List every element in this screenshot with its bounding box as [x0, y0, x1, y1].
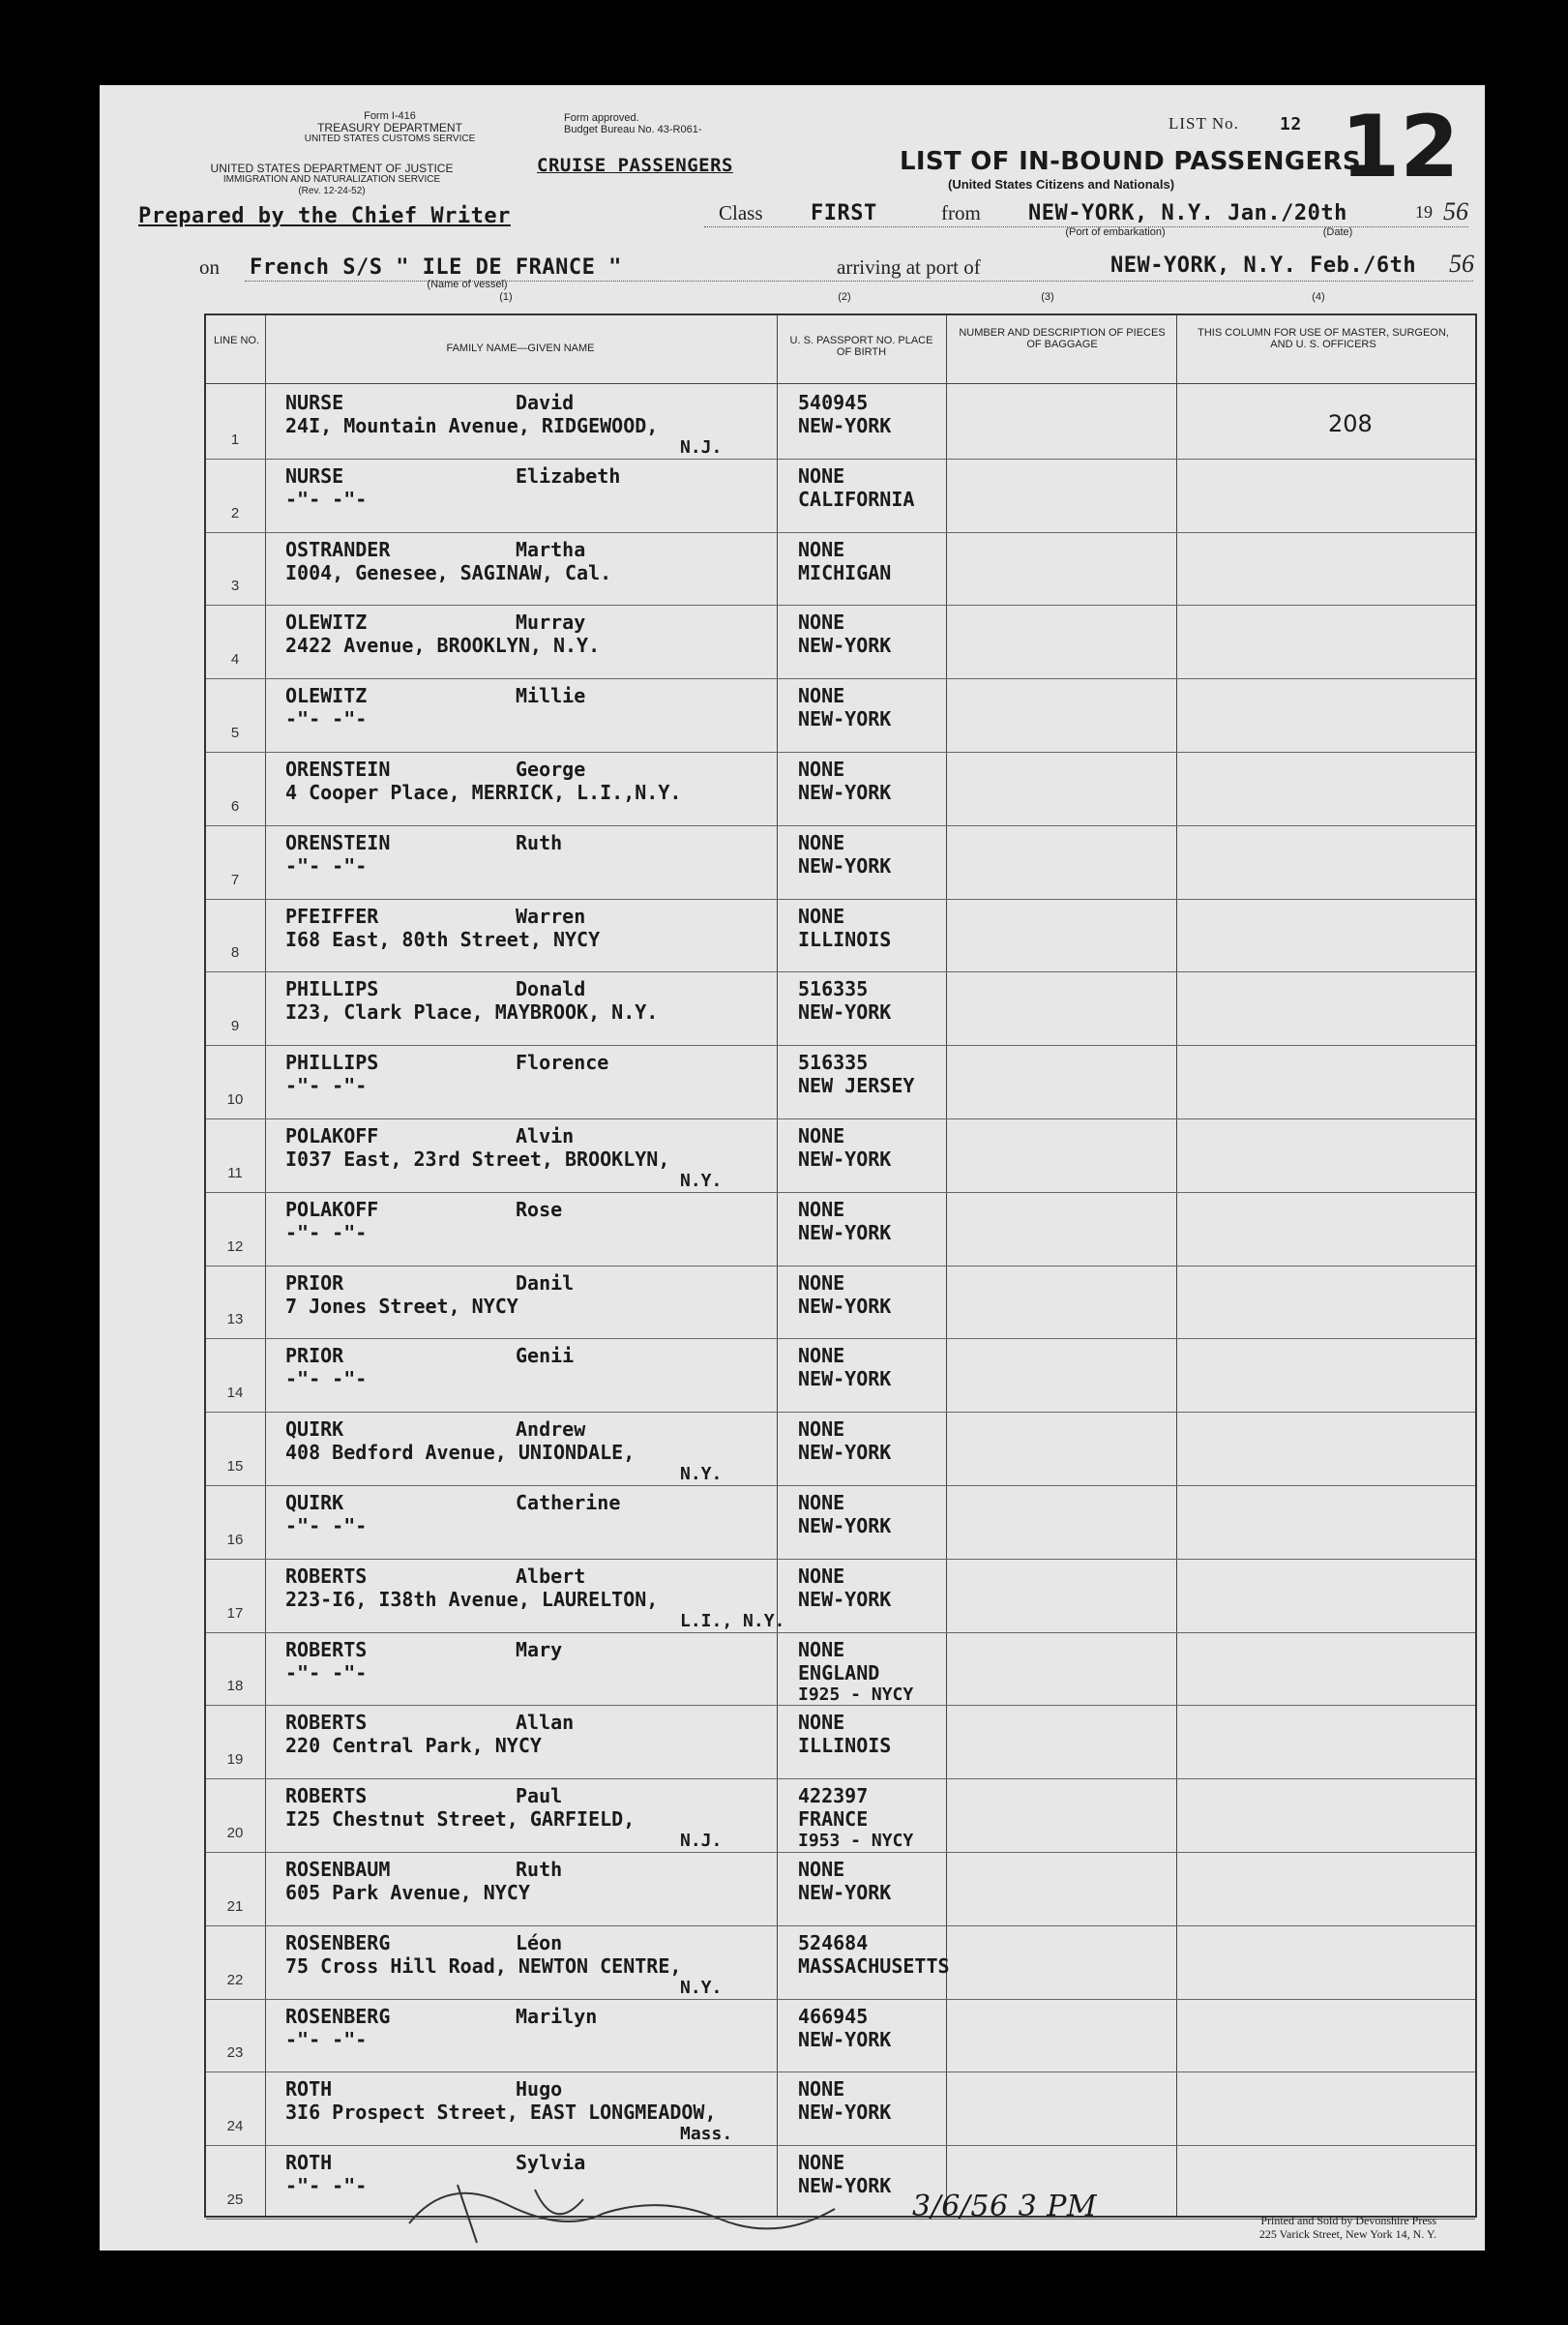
given-name: Warren — [516, 904, 586, 928]
address: I23, Clark Place, MAYBROOK, N.Y. — [285, 1000, 659, 1025]
family-name: ROBERTS — [285, 1784, 368, 1808]
address: -"- -"- — [285, 2027, 368, 2051]
address: I037 East, 23rd Street, BROOKLYN, — [285, 1148, 670, 1171]
line-number: 5 — [230, 724, 240, 741]
place-of-birth: NEW-YORK — [798, 634, 892, 658]
address: -"- -"- — [285, 487, 368, 511]
family-name: NURSE — [285, 391, 344, 414]
family-name: PHILLIPS — [285, 1051, 379, 1075]
given-name: Marilyn — [516, 2004, 598, 2028]
table-row — [206, 1266, 1475, 1340]
table-row — [206, 1192, 1475, 1267]
family-name: ROBERTS — [285, 1711, 368, 1735]
place-of-birth: NEW-YORK — [798, 414, 892, 437]
table-row — [206, 752, 1475, 826]
given-name: Allan — [516, 1711, 575, 1735]
line-number: 6 — [230, 797, 240, 815]
address: 2422 Avenue, BROOKLYN, N.Y. — [285, 634, 601, 658]
given-name: Elizabeth — [516, 463, 621, 488]
address: 220 Central Park, NYCY — [285, 1734, 542, 1758]
place-of-birth: NEW-YORK — [798, 1881, 892, 1904]
family-name: ROTH — [285, 2077, 333, 2101]
line-number: 17 — [226, 1604, 244, 1622]
line-number: 24 — [226, 2118, 244, 2135]
table-row — [206, 678, 1475, 753]
list-no-label: LIST No. — [1169, 114, 1239, 133]
address: 605 Park Avenue, NYCY — [285, 1881, 530, 1904]
place-of-birth: NEW-YORK — [798, 2027, 892, 2051]
given-name: Léon — [516, 1930, 563, 1954]
table-row — [206, 971, 1475, 1046]
table-row — [206, 1412, 1475, 1486]
passport-no: NONE — [798, 1124, 845, 1148]
officer-note: 208 — [1328, 410, 1373, 437]
place-of-birth: NEW JERSEY — [798, 1074, 915, 1098]
class-value: FIRST — [811, 201, 877, 225]
birth-detail: I925 - NYCY — [798, 1684, 914, 1705]
table-row — [206, 605, 1475, 679]
table-row — [206, 1852, 1475, 1926]
given-name: Catherine — [516, 1491, 621, 1514]
family-name: OLEWITZ — [285, 611, 368, 635]
passport-no: 422397 — [798, 1784, 869, 1808]
address-line-2: N.Y. — [680, 1977, 723, 1998]
table-row — [206, 1338, 1475, 1413]
revision: (Rev. 12-24-52) — [298, 186, 366, 196]
address: I68 East, 80th Street, NYCY — [285, 927, 601, 951]
form-approved: Form approved. — [564, 112, 639, 124]
address: -"- -"- — [285, 1074, 368, 1098]
given-name: Millie — [516, 684, 586, 708]
place-of-birth: NEW-YORK — [798, 1294, 892, 1318]
header-line-no: LINE NO. — [213, 335, 260, 346]
date-caption: (Date) — [1322, 226, 1353, 238]
family-name: ROBERTS — [285, 1564, 368, 1588]
page-title: LIST OF IN-BOUND PASSENGERS — [900, 147, 1361, 176]
prepared-by: Prepared by the Chief Writer — [138, 204, 511, 228]
place-of-birth: NEW-YORK — [798, 1441, 892, 1465]
place-of-birth: NEW-YORK — [798, 1000, 892, 1025]
line-number: 9 — [230, 1018, 240, 1035]
family-name: ROTH — [285, 2151, 333, 2175]
table-row — [206, 1705, 1475, 1779]
table-row — [206, 825, 1475, 900]
line-number: 22 — [226, 1971, 244, 1988]
from-label: from — [941, 201, 981, 224]
given-name: Mary — [516, 1637, 563, 1661]
place-of-birth: NEW-YORK — [798, 1148, 892, 1171]
given-name: George — [516, 758, 586, 781]
address: 223-I6, I38th Avenue, LAURELTON, — [285, 1587, 659, 1611]
place-of-birth: ILLINOIS — [798, 1734, 892, 1758]
given-name: Martha — [516, 537, 586, 561]
line-number: 15 — [226, 1457, 244, 1475]
given-name: Albert — [516, 1564, 586, 1588]
table-row — [206, 1559, 1475, 1633]
passport-no: NONE — [798, 1344, 845, 1368]
address: -"- -"- — [285, 707, 368, 731]
family-name: POLAKOFF — [285, 1124, 379, 1148]
table-row — [206, 1045, 1475, 1119]
page-subtitle: (United States Citizens and Nationals) — [948, 177, 1175, 192]
header-baggage: NUMBER AND DESCRIPTION OF PIECES OF BAGGAGE — [959, 327, 1166, 350]
given-name: Murray — [516, 611, 586, 635]
place-of-birth: ILLINOIS — [798, 927, 892, 951]
passport-no: NONE — [798, 830, 845, 854]
ins-service: IMMIGRATION AND NATURALIZATION SERVICE — [222, 174, 441, 185]
line-number: 25 — [226, 2191, 244, 2208]
table-row — [206, 1925, 1475, 2000]
address-line-2: N.Y. — [680, 1464, 723, 1485]
arriving-year: 56 — [1449, 250, 1474, 278]
place-of-birth: NEW-YORK — [798, 2101, 892, 2125]
arriving-label: arriving at port of — [837, 255, 981, 279]
line-number: 13 — [226, 1311, 244, 1328]
passport-no: 516335 — [798, 977, 869, 1001]
address: -"- -"- — [285, 1514, 368, 1537]
col-num-3: (3) — [1041, 291, 1054, 303]
address: 7 Jones Street, NYCY — [285, 1294, 518, 1318]
table-row — [206, 1999, 1475, 2073]
place-of-birth: NEW-YORK — [798, 781, 892, 804]
passport-no: NONE — [798, 2151, 845, 2175]
given-name: Ruth — [516, 830, 563, 854]
passport-no: 516335 — [798, 1051, 869, 1075]
list-no-typed: 12 — [1280, 114, 1302, 134]
passport-no: NONE — [798, 1858, 845, 1881]
given-name: Genii — [516, 1344, 575, 1368]
table-row — [206, 385, 1475, 460]
line-number: 8 — [230, 944, 240, 962]
address: -"- -"- — [285, 1660, 368, 1684]
place-of-birth: FRANCE — [798, 1807, 869, 1832]
given-name: Danil — [516, 1270, 575, 1295]
address: -"- -"- — [285, 1367, 368, 1391]
line-number: 20 — [226, 1824, 244, 1841]
port-caption: (Port of embarkation) — [1065, 226, 1166, 238]
justice-dept: UNITED STATES DEPARTMENT OF JUSTICE — [210, 162, 454, 175]
year-suffix: 56 — [1443, 197, 1468, 225]
place-of-birth: NEW-YORK — [798, 2174, 892, 2198]
family-name: POLAKOFF — [285, 1197, 379, 1221]
family-name: OLEWITZ — [285, 684, 368, 708]
treasury-dept: TREASURY DEPARTMENT — [317, 121, 462, 134]
table-row — [206, 2072, 1475, 2146]
family-name: NURSE — [285, 463, 344, 488]
passport-no: NONE — [798, 684, 845, 708]
family-name: PHILLIPS — [285, 977, 379, 1001]
customs-service: UNITED STATES CUSTOMS SERVICE — [304, 134, 476, 144]
family-name: ROSENBERG — [285, 1930, 391, 1954]
table-row — [206, 1485, 1475, 1560]
passport-no: 466945 — [798, 2004, 869, 2028]
line-number: 21 — [226, 1897, 244, 1915]
class-label: Class — [719, 201, 763, 224]
line-number: 14 — [226, 1385, 244, 1402]
address-line-2: Mass. — [680, 2124, 733, 2145]
col-num-4: (4) — [1312, 291, 1325, 303]
place-of-birth: ENGLAND — [798, 1660, 880, 1684]
signature-note: 3/6/56 3 PM — [912, 2190, 1098, 2223]
passport-no: 540945 — [798, 391, 869, 414]
birth-detail: I953 - NYCY — [798, 1831, 914, 1852]
passport-no: NONE — [798, 758, 845, 781]
given-name: Hugo — [516, 2077, 563, 2101]
address: 4 Cooper Place, MERRICK, L.I.,N.Y. — [285, 781, 682, 804]
line-number: 19 — [226, 1751, 244, 1769]
col-num-2: (2) — [838, 291, 851, 303]
given-name: Florence — [516, 1051, 609, 1075]
address: 24I, Mountain Avenue, RIDGEWOOD, — [285, 414, 659, 437]
vessel-caption: (Name of vessel) — [427, 279, 508, 290]
given-name: Alvin — [516, 1124, 575, 1148]
passport-no: 524684 — [798, 1930, 869, 1954]
line-number: 11 — [227, 1164, 243, 1181]
given-name: Paul — [516, 1784, 563, 1808]
family-name: QUIRK — [285, 1417, 344, 1442]
line-number: 2 — [230, 504, 240, 522]
given-name: Andrew — [516, 1417, 586, 1442]
family-name: PRIOR — [285, 1344, 344, 1368]
manifest-page — [100, 85, 1485, 2250]
address: I004, Genesee, SAGINAW, Cal. — [285, 560, 612, 584]
passport-no: NONE — [798, 463, 845, 488]
family-name: PRIOR — [285, 1270, 344, 1295]
year-prefix: 19 — [1415, 202, 1433, 222]
passenger-table — [204, 313, 1477, 2218]
family-name: QUIRK — [285, 1491, 344, 1514]
list-number: 12 — [1341, 97, 1460, 196]
address-line-2: N.J. — [680, 437, 723, 458]
line-number: 10 — [226, 1090, 244, 1108]
place-of-birth: NEW-YORK — [798, 1514, 892, 1537]
given-name: Rose — [516, 1197, 563, 1221]
place-of-birth: CALIFORNIA — [798, 487, 915, 511]
table-row — [206, 532, 1475, 607]
passport-no: NONE — [798, 1197, 845, 1221]
place-of-birth: MASSACHUSETTS — [798, 1953, 950, 1978]
form-number: Form I-416 — [364, 110, 416, 122]
family-name: PFEIFFER — [285, 904, 379, 928]
family-name: OSTRANDER — [285, 537, 391, 561]
passport-no: NONE — [798, 1417, 845, 1442]
place-of-birth: NEW-YORK — [798, 1587, 892, 1611]
table-row — [206, 1118, 1475, 1193]
header-officers: THIS COLUMN FOR USE OF MASTER, SURGEON, AND U. S. OFFICERS — [1198, 327, 1449, 350]
family-name: ORENSTEIN — [285, 758, 391, 781]
line-number: 4 — [230, 651, 240, 669]
line-number: 3 — [230, 578, 240, 595]
cruise-stamp: CRUISE PASSENGERS — [537, 155, 733, 176]
place-of-birth: NEW-YORK — [798, 1367, 892, 1391]
line-number: 23 — [226, 2044, 244, 2062]
vessel-name: French S/S " ILE DE FRANCE " — [250, 255, 622, 280]
given-name: Donald — [516, 977, 586, 1001]
address-line-2: N.Y. — [680, 1171, 723, 1191]
from-value: NEW-YORK, N.Y. Jan./20th — [1028, 201, 1347, 225]
passport-no: NONE — [798, 1491, 845, 1514]
address: 3I6 Prospect Street, EAST LONGMEADOW, — [285, 2101, 717, 2125]
family-name: ROSENBAUM — [285, 1858, 391, 1881]
family-name: ROSENBERG — [285, 2004, 391, 2028]
on-label: on — [199, 255, 220, 279]
given-name: Ruth — [516, 1858, 563, 1881]
passport-no: NONE — [798, 537, 845, 561]
arriving-value: NEW-YORK, N.Y. Feb./6th — [1110, 253, 1417, 278]
table-row — [206, 459, 1475, 533]
passport-no: NONE — [798, 2077, 845, 2101]
passport-no: NONE — [798, 1711, 845, 1735]
line-number: 16 — [226, 1531, 244, 1548]
place-of-birth: NEW-YORK — [798, 1220, 892, 1244]
place-of-birth: MICHIGAN — [798, 560, 892, 584]
place-of-birth: NEW-YORK — [798, 707, 892, 731]
table-row — [206, 1778, 1475, 1853]
address: -"- -"- — [285, 1220, 368, 1244]
place-of-birth: NEW-YORK — [798, 853, 892, 878]
address: I25 Chestnut Street, GARFIELD, — [285, 1807, 636, 1832]
line-number: 18 — [226, 1678, 244, 1695]
family-name: ROBERTS — [285, 1637, 368, 1661]
address: -"- -"- — [285, 2174, 368, 2198]
line-number: 7 — [230, 871, 240, 888]
passport-no: NONE — [798, 1270, 845, 1295]
address-line-2: L.I., N.Y. — [680, 1610, 785, 1631]
header-name: FAMILY NAME—GIVEN NAME — [446, 343, 595, 354]
family-name: ORENSTEIN — [285, 830, 391, 854]
address: 408 Bedford Avenue, UNIONDALE, — [285, 1441, 636, 1465]
passport-no: NONE — [798, 611, 845, 635]
passport-no: NONE — [798, 904, 845, 928]
passport-no: NONE — [798, 1564, 845, 1588]
given-name: Sylvia — [516, 2151, 586, 2175]
passport-no: NONE — [798, 1637, 845, 1661]
line-number: 1 — [230, 431, 240, 448]
header-passport: U. S. PASSPORT NO. PLACE OF BIRTH — [789, 335, 933, 358]
line-number: 12 — [226, 1237, 244, 1255]
address: -"- -"- — [285, 853, 368, 878]
budget-bureau: Budget Bureau No. 43-R061- — [564, 124, 702, 135]
address-line-2: N.J. — [680, 1831, 723, 1852]
given-name: David — [516, 391, 575, 414]
table-row — [206, 899, 1475, 973]
printer-footer: Printed and Sold by Devonshire Press 225 Varick Street, New York 14, N. Y. — [1258, 2214, 1436, 2241]
address: 75 Cross Hill Road, NEWTON CENTRE, — [285, 1953, 682, 1978]
table-row — [206, 1632, 1475, 1707]
col-num-1: (1) — [499, 291, 513, 303]
